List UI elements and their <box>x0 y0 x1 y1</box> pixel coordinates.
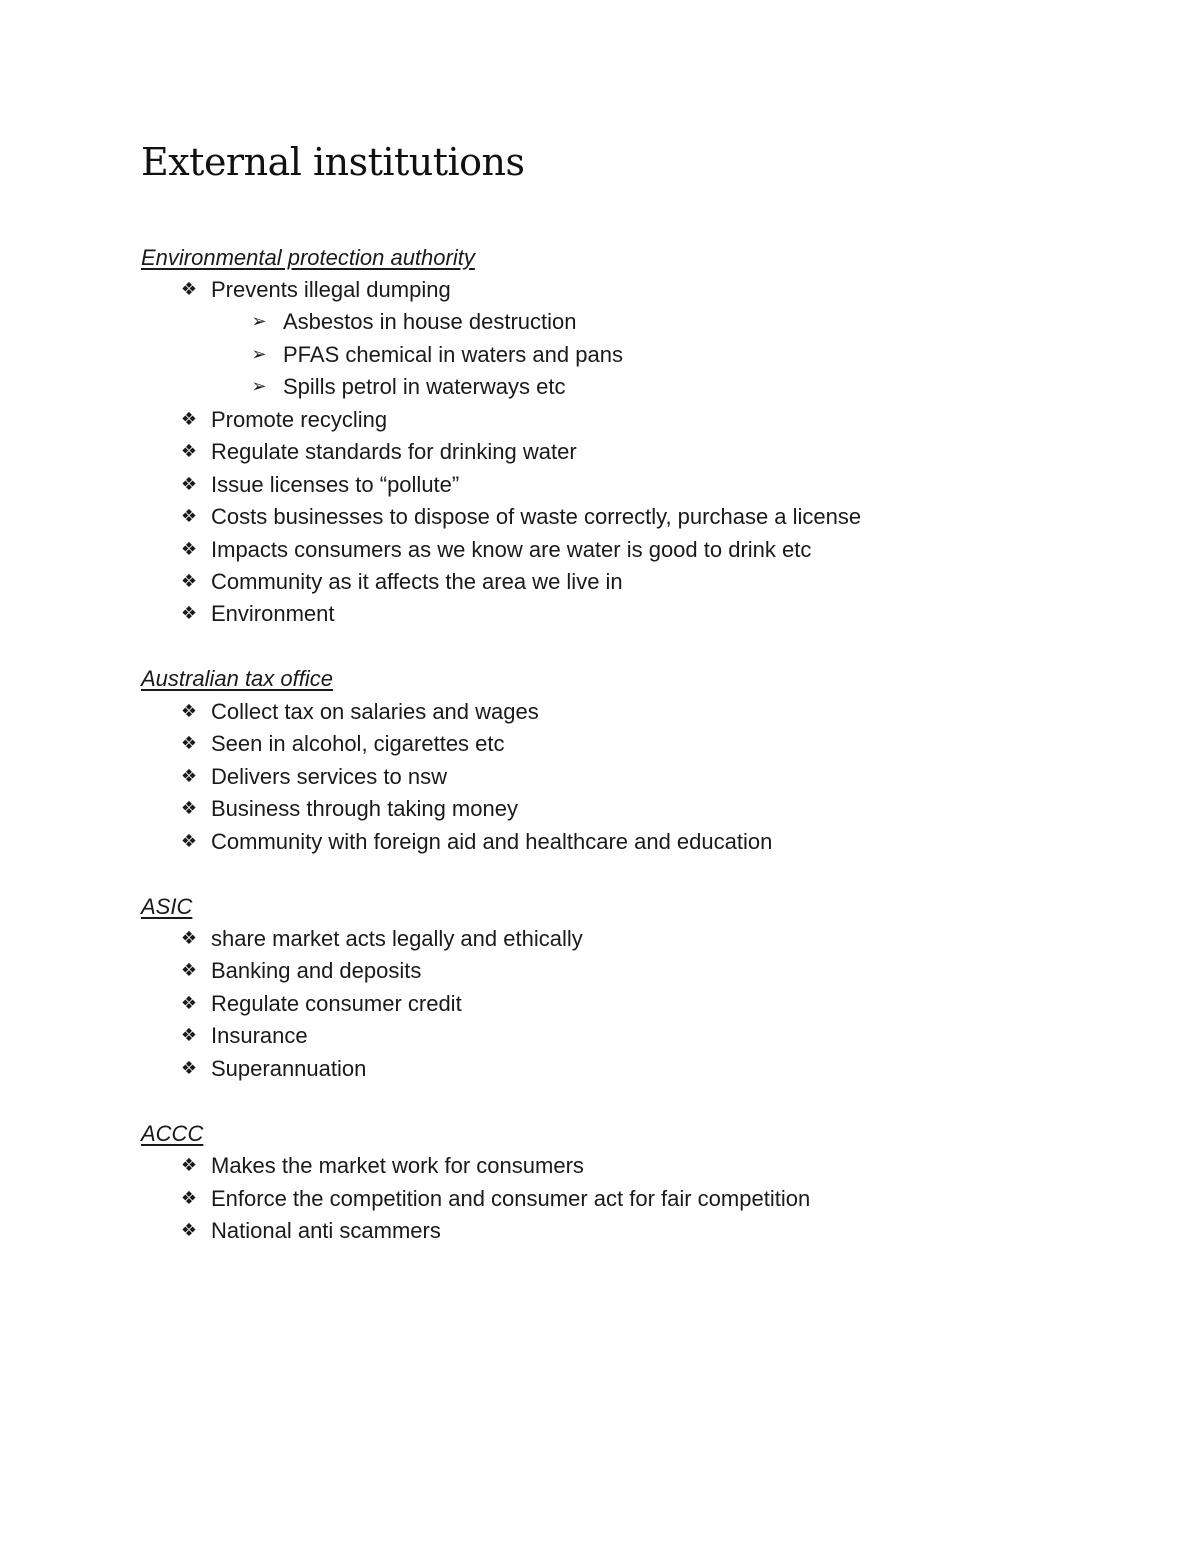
four-diamond-bullet-icon: ❖ <box>180 1155 198 1176</box>
sub-list-item-text: Spills petrol in waterways etc <box>283 374 566 399</box>
list-item-text: Delivers services to nsw <box>211 764 447 789</box>
four-diamond-bullet-icon: ❖ <box>180 539 198 560</box>
list-item-text: share market acts legally and ethically <box>211 926 583 951</box>
section-heading-environmental-protection-authority: Environmental protection authority <box>141 245 475 270</box>
four-diamond-bullet-icon: ❖ <box>180 1025 198 1046</box>
list-item-text: Insurance <box>211 1023 308 1048</box>
sub-list-item-text: PFAS chemical in waters and pans <box>283 342 623 367</box>
list-item-text: Collect tax on salaries and wages <box>211 699 539 724</box>
list-item-text: Makes the market work for consumers <box>211 1153 584 1178</box>
section-heading-asic: ASIC <box>141 894 193 919</box>
arrowhead-bullet-icon: ➢ <box>251 311 267 332</box>
four-diamond-bullet-icon: ❖ <box>180 1188 198 1209</box>
four-diamond-bullet-icon: ❖ <box>180 506 198 527</box>
section-heading-accc: ACCC <box>141 1121 204 1146</box>
four-diamond-bullet-icon: ❖ <box>180 1058 198 1079</box>
four-diamond-bullet-icon: ❖ <box>180 798 198 819</box>
list-item-text: Community as it affects the area we live in <box>211 569 623 594</box>
four-diamond-bullet-icon: ❖ <box>180 409 198 430</box>
list-item-text: Seen in alcohol, cigarettes etc <box>211 731 505 756</box>
list-item-text: Superannuation <box>211 1056 367 1081</box>
list-item-text: National anti scammers <box>211 1218 441 1243</box>
four-diamond-bullet-icon: ❖ <box>180 1220 198 1241</box>
four-diamond-bullet-icon: ❖ <box>180 474 198 495</box>
list-item-text: Impacts consumers as we know are water is good to drink etc <box>211 537 812 562</box>
list-item-text: Banking and deposits <box>211 958 422 983</box>
four-diamond-bullet-icon: ❖ <box>180 733 198 754</box>
four-diamond-bullet-icon: ❖ <box>180 441 198 462</box>
four-diamond-bullet-icon: ❖ <box>180 993 198 1014</box>
section-heading-australian-tax-office: Australian tax office <box>141 666 333 691</box>
list-item-text: Business through taking money <box>211 796 518 821</box>
four-diamond-bullet-icon: ❖ <box>180 960 198 981</box>
list-item-text: Promote recycling <box>211 407 388 432</box>
four-diamond-bullet-icon: ❖ <box>180 831 198 852</box>
list-item-text: Prevents illegal dumping <box>211 277 451 302</box>
sub-list-item-text: Asbestos in house destruction <box>283 309 577 334</box>
arrowhead-bullet-icon: ➢ <box>251 344 267 365</box>
list-item-text: Regulate consumer credit <box>211 991 462 1016</box>
four-diamond-bullet-icon: ❖ <box>180 603 198 624</box>
list-item-text: Environment <box>211 601 335 626</box>
list-item-text: Regulate standards for drinking water <box>211 439 577 464</box>
four-diamond-bullet-icon: ❖ <box>180 279 198 300</box>
list-item-text: Community with foreign aid and healthcare and education <box>211 829 773 854</box>
four-diamond-bullet-icon: ❖ <box>180 766 198 787</box>
list-item-text: Enforce the competition and consumer act for fair competition <box>211 1186 811 1211</box>
list-item-text: Issue licenses to “pollute” <box>211 472 460 497</box>
list-item-text: Costs businesses to dispose of waste correctly, purchase a license <box>211 504 862 529</box>
arrowhead-bullet-icon: ➢ <box>251 376 267 397</box>
four-diamond-bullet-icon: ❖ <box>180 701 198 722</box>
four-diamond-bullet-icon: ❖ <box>180 571 198 592</box>
page-title: External institutions <box>141 140 525 184</box>
four-diamond-bullet-icon: ❖ <box>180 928 198 949</box>
